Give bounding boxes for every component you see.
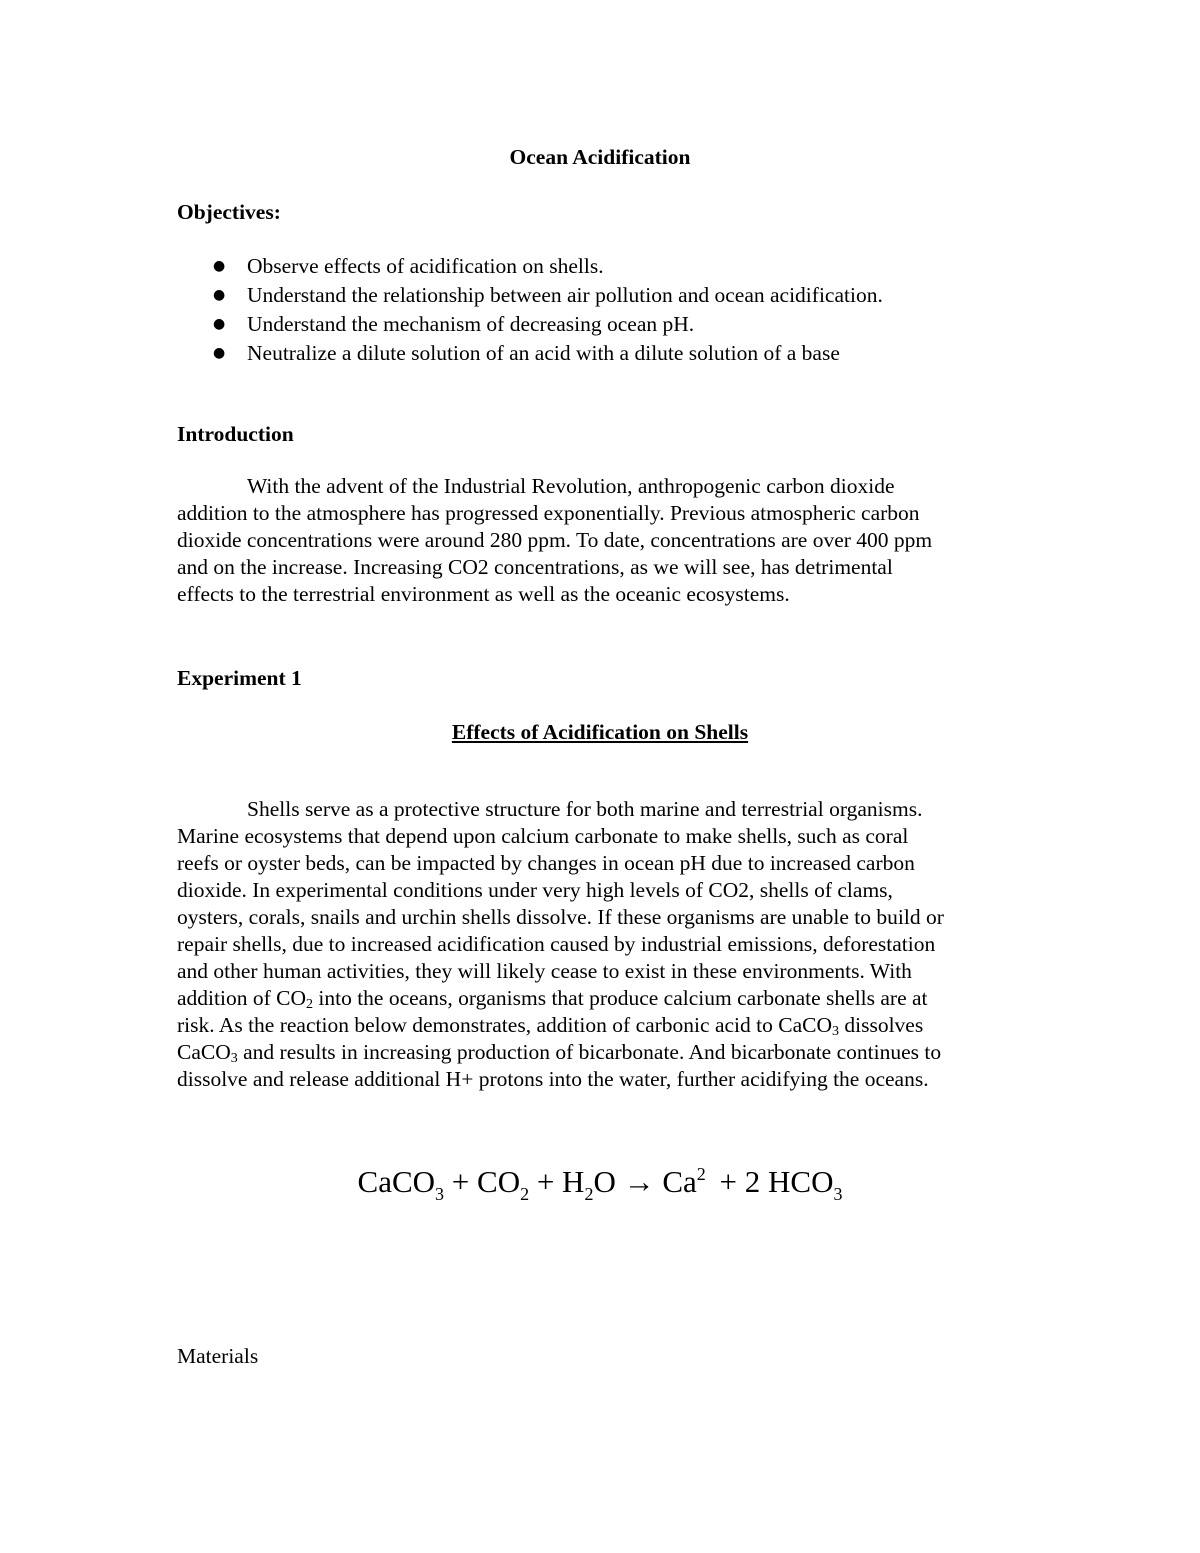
paragraph-line: dioxide. In experimental conditions under very high levels of CO2, shells of clams,	[177, 878, 893, 902]
paragraph-line: effects to the terrestrial environment as well as the oceanic ecosystems.	[177, 582, 790, 606]
equation-subscript: 2	[520, 1184, 530, 1204]
introduction-paragraph	[177, 473, 1047, 608]
equation-term: + 2 HCO	[711, 1164, 834, 1199]
equation-subscript: 3	[435, 1184, 445, 1204]
objective-text: Understand the relationship between air pollution and ocean acidification.	[247, 283, 883, 307]
text-run: and results in increasing production of bicarbonate. And bicarbonate continues to	[237, 1040, 942, 1064]
text-run: CaCO	[177, 1040, 231, 1064]
paragraph-line: dioxide concentrations were around 280 ppm. To date, concentrations are over 400 ppm	[177, 528, 933, 552]
subscript: 3	[831, 1024, 839, 1039]
paragraph-line: and other human activities, they will likely cease to exist in these environments. With	[177, 959, 912, 983]
paragraph-line: dissolve and release additional H+ protons into the water, further acidifying the oceans.	[177, 1067, 929, 1091]
paragraph-line: oysters, corals, snails and urchin shells dissolve. If these organisms are unable to build or	[177, 905, 944, 929]
objective-text: Observe effects of acidification on shells.	[247, 254, 604, 278]
equation-term: + H	[529, 1164, 585, 1199]
objective-item	[213, 339, 883, 368]
paragraph-line: Marine ecosystems that depend upon calcium carbonate to make shells, such as coral	[177, 824, 909, 848]
equation-superscript: 2	[696, 1164, 706, 1184]
paragraph-line: reefs or oyster beds, can be impacted by changes in ocean pH due to increased carbon	[177, 851, 915, 875]
text-run: dissolves	[838, 1013, 924, 1037]
experiment-heading: Experiment 1	[177, 666, 302, 690]
paragraph-line: repair shells, due to increased acidification caused by industrial emissions, deforestation	[177, 932, 936, 956]
experiment-subheading: Effects of Acidification on Shells	[451, 720, 749, 744]
text-run: addition of CO	[177, 986, 306, 1010]
equation-term: + CO	[444, 1164, 521, 1199]
introduction-heading: Introduction	[177, 422, 294, 446]
subscript: 2	[306, 997, 313, 1012]
materials-heading: Materials	[177, 1344, 259, 1368]
paragraph-line	[177, 1039, 1047, 1066]
paragraph-line: Shells serve as a protective structure for both marine and terrestrial organisms.	[247, 797, 923, 821]
objective-item	[213, 310, 883, 339]
bullet-icon: ●	[213, 258, 226, 274]
paragraph-line: addition to the atmosphere has progressed exponentially. Previous atmospheric carbon	[177, 501, 920, 525]
text-run: risk. As the reaction below demonstrates, addition of carbonic acid to CaCO	[177, 1013, 832, 1037]
experiment-paragraph	[177, 796, 1047, 1093]
bullet-icon: ●	[213, 316, 226, 332]
bullet-icon: ●	[213, 287, 226, 303]
paragraph-line: With the advent of the Industrial Revolution, anthropogenic carbon dioxide	[247, 474, 895, 498]
document-title: Ocean Acidification	[509, 145, 691, 169]
paragraph-line	[177, 1012, 1047, 1039]
equation-term: O → Ca	[593, 1164, 697, 1199]
objective-text: Understand the mechanism of decreasing ocean pH.	[247, 312, 695, 336]
equation-subscript: 3	[833, 1184, 843, 1204]
text-run: into the oceans, organisms that produce calcium carbonate shells are at	[313, 986, 928, 1010]
equation-subscript: 2	[584, 1184, 594, 1204]
objective-text: Neutralize a dilute solution of an acid with a dilute solution of a base	[247, 341, 840, 365]
chemical-equation	[0, 1162, 1200, 1202]
objectives-heading: Objectives:	[177, 200, 281, 224]
equation-term: CaCO	[357, 1164, 436, 1199]
objectives-list	[213, 252, 883, 368]
paragraph-line: and on the increase. Increasing CO2 concentrations, as we will see, has detrimental	[177, 555, 893, 579]
objective-item	[213, 252, 883, 281]
objective-item	[213, 281, 883, 310]
paragraph-line	[177, 985, 1047, 1012]
subscript: 3	[230, 1051, 238, 1066]
bullet-icon: ●	[213, 345, 226, 361]
